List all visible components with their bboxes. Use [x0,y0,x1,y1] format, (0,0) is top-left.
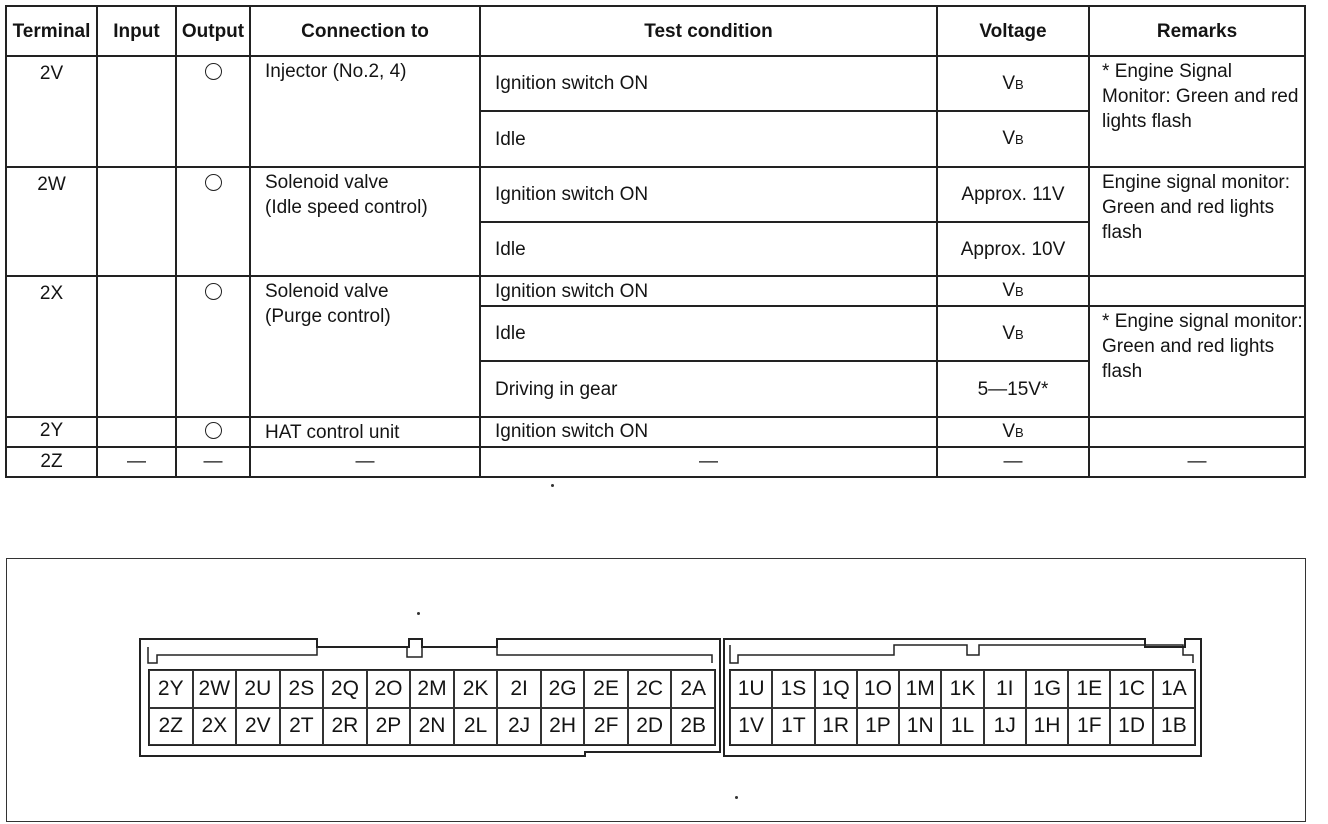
table-row [6,447,1305,477]
voltage-cell: 5—15V* [937,361,1089,416]
connector-pin: 2E [584,670,628,708]
output-circle-icon [205,283,222,300]
connector-pin: 1J [984,708,1026,746]
remarks-cell: — [1089,447,1305,477]
header-connection: Connection to [250,6,480,56]
connector-pin: 1E [1068,670,1110,708]
voltage-cell: Approx. 10V [937,222,1089,276]
scan-speck [551,484,554,487]
connector-pin: 2L [454,708,498,746]
header-voltage: Voltage [937,6,1089,56]
connector-pin: 1D [1110,708,1152,746]
header-output: Output [176,6,250,56]
voltage-cell: VB [937,417,1089,447]
condition-cell: Idle [480,111,937,166]
remarks-cell: Engine signal monitor: Green and red lights flash [1089,167,1305,276]
connection-cell: — [250,447,480,477]
connector-pin: 1H [1026,708,1068,746]
output-cell [176,276,250,417]
remarks-cell-empty [1089,276,1305,306]
terminal-cell: 2Z [6,447,97,477]
connector-pin: 2T [280,708,324,746]
condition-cell: Idle [480,306,937,361]
connector-pin: 1Q [815,670,857,708]
connector-pin: 2B [671,708,715,746]
input-cell [97,417,176,447]
table-row [6,56,1305,111]
connector-pin: 2H [541,708,585,746]
condition-cell: Ignition switch ON [480,56,937,111]
terminal-cell: 2V [6,56,97,166]
voltage-cell: VB [937,276,1089,306]
voltage-cell: — [937,447,1089,477]
connection-cell: Solenoid valve (Purge control) [250,276,480,417]
connection-cell: Injector (No.2, 4) [250,56,480,166]
connector-pin: 1A [1153,670,1195,708]
table-row [6,276,1305,306]
connector-pin: 1R [815,708,857,746]
connector-left-pins [148,669,716,746]
connector-pin: 2X [193,708,237,746]
output-circle-icon [205,174,222,191]
output-cell [176,56,250,166]
header-test-condition: Test condition [480,6,937,56]
voltage-cell: VB [937,306,1089,361]
header-row [6,6,1305,56]
terminal-cell: 2X [6,276,97,417]
connector-pin: 2V [236,708,280,746]
connector-pin: 2O [367,670,411,708]
connector-pin: 2P [367,708,411,746]
output-cell: — [176,447,250,477]
connector-pin: 1I [984,670,1026,708]
condition-cell: Driving in gear [480,361,937,416]
connector-pin: 1K [941,670,983,708]
connector-pin: 1N [899,708,941,746]
output-cell [176,167,250,276]
input-cell: — [97,447,176,477]
voltage-cell: VB [937,56,1089,111]
connector-pin: 1S [772,670,814,708]
connector-pin: 2A [671,670,715,708]
connector-pin: 2D [628,708,672,746]
connector-pin: 1U [730,670,772,708]
connector-pin: 2R [323,708,367,746]
connector-pin: 2C [628,670,672,708]
terminal-cell: 2W [6,167,97,276]
condition-cell: Ignition switch ON [480,276,937,306]
connector-pin: 1O [857,670,899,708]
connector-pin: 1G [1026,670,1068,708]
connection-cell: HAT control unit [250,417,480,447]
connector-pin: 1C [1110,670,1152,708]
connector-pin: 1P [857,708,899,746]
connector-pin: 2N [410,708,454,746]
output-circle-icon [205,63,222,80]
connector-right-pins [729,669,1196,746]
condition-cell: Idle [480,222,937,276]
connector-pin: 2K [454,670,498,708]
connector-pin: 2Q [323,670,367,708]
connector-pin: 1B [1153,708,1195,746]
remarks-cell: * Engine signal monitor: Green and red lights flash [1089,306,1305,416]
connector-pin: 2Y [149,670,193,708]
connector-pin: 2S [280,670,324,708]
connector-pin: 2F [584,708,628,746]
input-cell [97,276,176,417]
connector-pin: 2J [497,708,541,746]
connector-pin: 1T [772,708,814,746]
condition-cell: — [480,447,937,477]
connector-pin: 1F [1068,708,1110,746]
voltage-cell: Approx. 11V [937,167,1089,222]
table-row [6,417,1305,447]
connector-pin: 1L [941,708,983,746]
header-remarks: Remarks [1089,6,1305,56]
connector-pin: 2Z [149,708,193,746]
connector-pin: 2I [497,670,541,708]
terminal-cell: 2Y [6,417,97,447]
connector-pin: 1V [730,708,772,746]
connector-pin: 1M [899,670,941,708]
voltage-cell: VB [937,111,1089,166]
remarks-cell-empty [1089,417,1305,447]
connector-pin: 2W [193,670,237,708]
connector-diagram [6,558,1306,822]
output-circle-icon [205,422,222,439]
input-cell [97,56,176,166]
terminal-spec-table [5,5,1306,478]
header-terminal: Terminal [6,6,97,56]
connector-pin: 2M [410,670,454,708]
connector-pin: 2G [541,670,585,708]
output-cell [176,417,250,447]
header-input: Input [97,6,176,56]
condition-cell: Ignition switch ON [480,417,937,447]
table-row [6,167,1305,222]
condition-cell: Ignition switch ON [480,167,937,222]
remarks-cell: * Engine Signal Monitor: Green and red lights flash [1089,56,1305,166]
input-cell [97,167,176,276]
connector-pin: 2U [236,670,280,708]
connection-cell: Solenoid valve (Idle speed control) [250,167,480,276]
